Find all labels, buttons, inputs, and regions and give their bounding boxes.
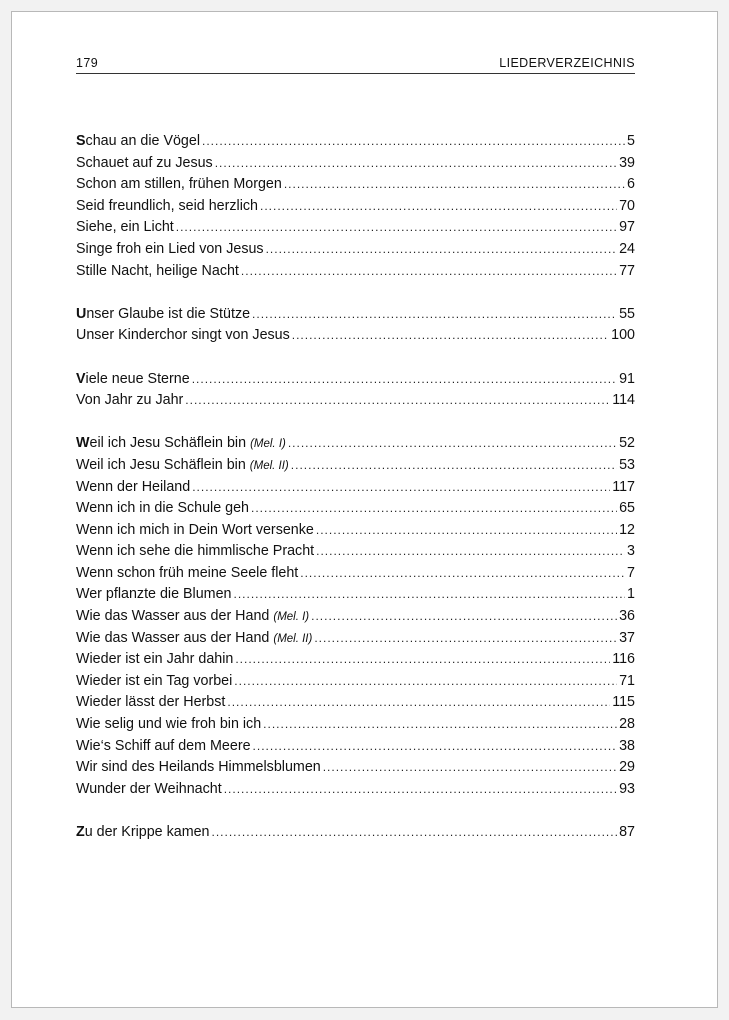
song-page-number: 7: [627, 564, 635, 581]
song-title: [76, 649, 233, 671]
index-entry: [76, 498, 635, 520]
dot-leader: [314, 628, 617, 650]
index-entry: [76, 325, 635, 347]
dot-leader: [260, 196, 617, 218]
song-title-text: Siehe, ein Licht: [76, 219, 174, 236]
song-title-text: Seid freundlich, seid herzlich: [76, 197, 258, 214]
song-title: [76, 671, 232, 693]
song-page-number: 3: [627, 543, 635, 560]
song-title-text: Wie selig und wie froh bin ich: [76, 716, 262, 733]
dot-leader: [224, 779, 617, 801]
song-title: [76, 692, 225, 714]
letter-group-z: [76, 822, 635, 844]
song-title: [76, 390, 183, 412]
song-title: [76, 628, 312, 651]
dot-leader: [215, 153, 617, 175]
dot-leader: [202, 131, 625, 153]
dot-leader: [288, 433, 617, 455]
song-title: [76, 757, 321, 779]
dot-leader: [234, 584, 626, 606]
song-page-number: 71: [619, 672, 635, 689]
song-page-number: 117: [612, 478, 635, 495]
dot-leader: [192, 477, 610, 499]
song-page-number: 52: [619, 435, 635, 452]
song-page-number: 55: [619, 305, 635, 322]
song-page-number: 37: [619, 629, 635, 646]
song-title-text: Wieder ist ein Jahr dahin: [76, 651, 234, 668]
song-title-text: Wieder ist ein Tag vorbei: [76, 672, 233, 689]
page-number: 179: [76, 56, 99, 70]
song-title-text: Weil ich Jesu Schäflein bin: [76, 456, 246, 473]
song-title: [76, 304, 250, 326]
index-entry: [76, 455, 635, 477]
song-index: [76, 131, 635, 865]
song-title: [76, 131, 200, 153]
dot-leader: [323, 757, 617, 779]
song-page-number: 65: [619, 500, 635, 517]
song-page-number: 12: [619, 521, 635, 538]
index-entry: [76, 304, 635, 326]
dot-leader: [176, 217, 617, 239]
song-title: [76, 606, 309, 629]
song-title: [76, 433, 286, 456]
song-page-number: 77: [619, 262, 635, 279]
song-page-number: 1: [627, 586, 635, 603]
song-title-rest: nser Glaube ist die Stütze: [86, 305, 251, 322]
song-title-text: Schon am stillen, frühen Morgen: [76, 176, 282, 193]
index-entry: [76, 714, 635, 736]
index-entry: [76, 217, 635, 239]
letter-group-v: [76, 369, 635, 412]
letter-group-u: [76, 304, 635, 347]
dot-leader: [292, 325, 609, 347]
melody-note: (Mel. I): [250, 438, 286, 451]
song-title-text: Wer pflanzte die Blumen: [76, 586, 232, 603]
dot-leader: [235, 649, 610, 671]
song-title-text: Wenn der Heiland: [76, 478, 191, 495]
song-title-text: Wie‘s Schiff auf dem Meere: [76, 737, 251, 754]
index-entry: [76, 563, 635, 585]
melody-note: (Mel. I): [273, 611, 310, 624]
index-entry: [76, 520, 635, 542]
letter-group-w: [76, 433, 635, 800]
dot-leader: [185, 390, 610, 412]
song-title-text: Wie das Wasser aus der Hand: [76, 608, 270, 625]
song-title-text: Unser Kinderchor singt von Jesus: [76, 327, 290, 344]
song-title-text: Singe froh ein Lied von Jesus: [76, 240, 264, 257]
section-title: LIEDERVERZEICHNIS: [499, 56, 635, 70]
song-title: [76, 455, 289, 478]
song-title: [76, 174, 282, 196]
song-title-text: Wenn ich in die Schule geh: [76, 500, 250, 517]
song-title: [76, 153, 213, 175]
song-title: [76, 584, 232, 606]
index-entry: [76, 606, 635, 628]
song-title: [76, 217, 174, 239]
dot-leader: [241, 261, 617, 283]
song-title-text: Wie das Wasser aus der Hand: [76, 629, 270, 646]
song-page-number: 5: [627, 133, 635, 149]
index-entry: [76, 433, 635, 455]
index-entry: [76, 628, 635, 650]
song-page-number: 87: [619, 824, 635, 840]
song-title-rest: chau an die Vögel: [85, 133, 201, 149]
song-title-text: Wenn schon früh meine Seele fleht: [76, 564, 299, 581]
dot-leader: [316, 520, 617, 542]
initial-letter: V: [76, 370, 86, 387]
song-page-number: 91: [619, 370, 635, 387]
index-entry: [76, 779, 635, 801]
dot-leader: [291, 455, 617, 477]
song-title-text: Von Jahr zu Jahr: [76, 392, 184, 409]
song-title: [76, 196, 258, 218]
song-title-rest: eil ich Jesu Schäflein bin: [89, 435, 247, 452]
song-page-number: 116: [612, 651, 635, 668]
song-title-text: Schauet auf zu Jesus: [76, 154, 213, 171]
dot-leader: [284, 174, 625, 196]
initial-letter: U: [76, 305, 87, 322]
index-entry: [76, 261, 635, 283]
dot-leader: [266, 239, 618, 261]
initial-letter: S: [76, 133, 86, 149]
header-rule: [76, 73, 635, 74]
page-header: [76, 56, 635, 70]
song-title: [76, 520, 314, 542]
song-title: [76, 239, 264, 261]
dot-leader: [300, 563, 625, 585]
index-entry: [76, 736, 635, 758]
index-entry: [76, 541, 635, 563]
song-title-rest: u der Krippe kamen: [84, 824, 210, 840]
initial-letter: W: [76, 435, 90, 452]
song-title: [76, 714, 261, 736]
song-page-number: 38: [619, 737, 635, 754]
song-page-number: 93: [619, 780, 635, 797]
index-entry: [76, 369, 635, 391]
song-title: [76, 541, 314, 563]
dot-leader: [252, 304, 617, 326]
song-page-number: 36: [619, 608, 635, 625]
index-entry: [76, 584, 635, 606]
index-entry: [76, 196, 635, 218]
song-title: [76, 325, 290, 347]
index-entry: [76, 153, 635, 175]
melody-note: (Mel. II): [249, 459, 289, 472]
index-entry: [76, 390, 635, 412]
index-entry: [76, 671, 635, 693]
dot-leader: [234, 671, 617, 693]
song-page-number: 28: [619, 716, 635, 733]
dot-leader: [311, 606, 617, 628]
index-entry: [76, 477, 635, 499]
index-entry: [76, 822, 635, 844]
dot-leader: [316, 541, 625, 563]
dot-leader: [192, 369, 617, 391]
song-page-number: 115: [612, 694, 635, 711]
song-page-number: 114: [612, 392, 635, 409]
dot-leader: [212, 822, 618, 844]
song-title: [76, 498, 249, 520]
song-title: [76, 736, 251, 758]
song-page-number: 6: [627, 176, 635, 193]
song-page-number: 29: [619, 759, 635, 776]
song-page-number: 39: [619, 154, 635, 171]
dot-leader: [227, 692, 610, 714]
dot-leader: [251, 498, 617, 520]
index-entry: [76, 131, 635, 153]
letter-group-s: [76, 131, 635, 282]
index-entry: [76, 174, 635, 196]
song-page-number: 70: [619, 197, 635, 214]
song-title: [76, 563, 298, 585]
index-entry: [76, 239, 635, 261]
song-title: [76, 369, 190, 391]
song-title: [76, 822, 210, 844]
song-title-text: Wieder lässt der Herbst: [76, 694, 226, 711]
index-entry: [76, 692, 635, 714]
song-title-text: Wir sind des Heilands Himmelsblumen: [76, 759, 321, 776]
song-title: [76, 261, 239, 283]
dot-leader: [263, 714, 617, 736]
song-title-text: Stille Nacht, heilige Nacht: [76, 262, 239, 279]
song-title-rest: iele neue Sterne: [85, 370, 190, 387]
song-page-number: 100: [611, 327, 635, 344]
song-title: [76, 477, 190, 499]
song-page-number: 53: [619, 456, 635, 473]
song-title: [76, 779, 222, 801]
initial-letter: Z: [76, 824, 85, 840]
dot-leader: [253, 736, 618, 758]
index-entry: [76, 757, 635, 779]
song-page-number: 24: [619, 240, 635, 257]
song-title-text: Wunder der Weihnacht: [76, 780, 222, 797]
song-page-number: 97: [619, 219, 635, 236]
song-title-text: Wenn ich mich in Dein Wort versenke: [76, 521, 314, 538]
song-title-text: Wenn ich sehe die himmlische Pracht: [76, 543, 315, 560]
index-entry: [76, 649, 635, 671]
melody-note: (Mel. II): [273, 632, 313, 645]
